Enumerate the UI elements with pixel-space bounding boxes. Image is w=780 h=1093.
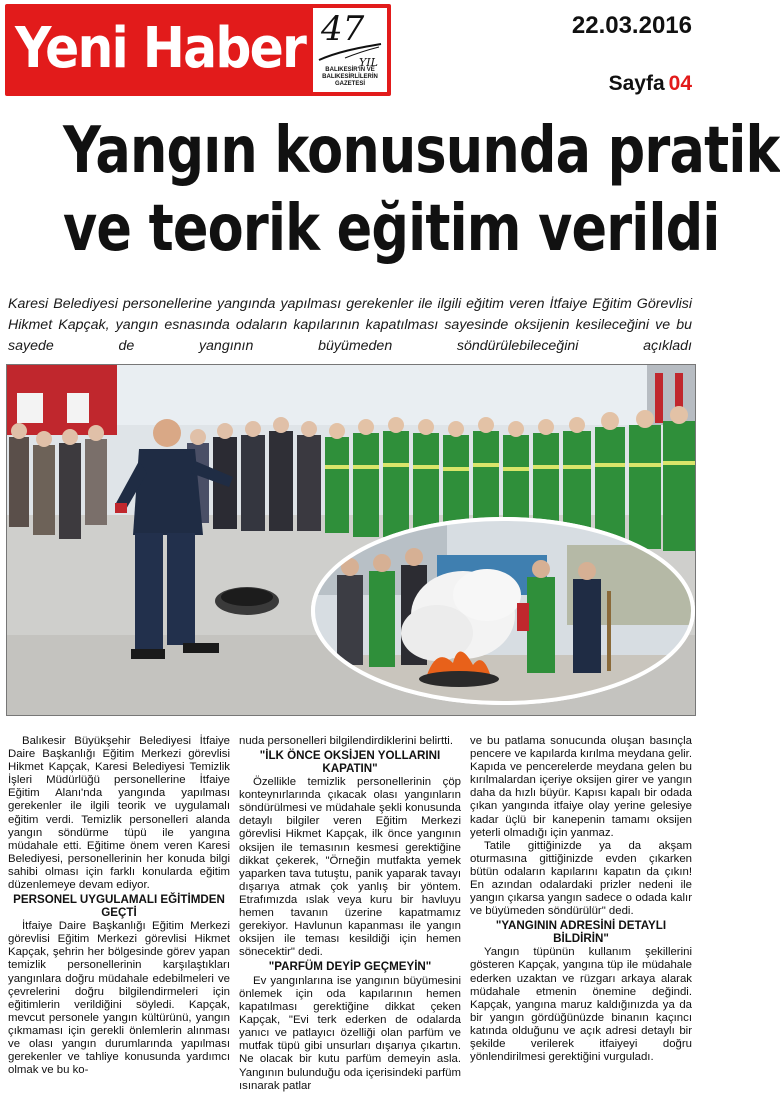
paragraph: Ev yangınlarına ise yangının büyümesini önlemek için oda kapılarının hemen kapatılması gerektiğine dikkat çeken Kapçak, "Evi terk ederken de odalarda yanıcı ve patlayıcı özelliği olan parfüm ve mutfak tüpü gibi unsurları dışarıya çıkartın. Ne olacak bir kutu parfüm demeyin asla. Yangının bulunduğu oda içerisindeki parfüm ısınarak patlar [239, 974, 461, 1092]
issue-date: 22.03.2016 [571, 12, 692, 39]
subheading: PERSONEL UYGULAMALI EĞİTİMDEN GEÇTİ [13, 893, 225, 919]
paragraph: Tatile gittiğinizde ya da akşam oturmasına gittiğinizde evden çıkarken bütün odaların kapılarını kapatın da çıkın! En azından odalardaki prizler nedeni ile yangın çıkarsa yangın sadece o odada kalır ve büyümeden söndürülür" dedi. [470, 839, 692, 918]
paragraph: Balıkesir Büyükşehir Belediyesi İtfaiye Daire Başkanlığı Eğitim Merkezi görevlisi Hikmet Kapçak, Karesi Belediyesi Temizlik İşleri Müdürlüğü personellerine İtfaiye Eğitim Alanı'nda yangında yapılması gerekenler ile ilgili teorik ve uygulamalı eğitim verdi. Temizlik personelleri alanda yangın söndürme tüpü ile yangına müdahale etti. Eğitime önem veren Karesi Belediyesi, personellerinin her konuda bilgi sahibi olması için farklı konularda eğitim düzenlemeye devam ediyor. [8, 735, 230, 892]
anniversary-unit: YIL [359, 56, 378, 69]
paragraph: ve bu patlama sonucunda oluşan basınçla pencere ve kapılarda kırılma meydana gelir. Kapıda ve pencerelerde meydana gelen bu kırılmalardan içeriye oksijen girer ve yangın daha da hızlı büyür. Kapısı kapalı bir odada çıkan yangında itfaiye olay yerine gelesiye kadar üçlü bir kanepenin tamamı oksijen yeterli olmadığı için yanmaz. [470, 735, 692, 839]
anniversary-badge [313, 8, 387, 92]
newspaper-subtitle: BALIKESİR'İN VE BALIKESİRLİLERİN GAZETESİ [322, 67, 378, 87]
article-body [8, 735, 692, 1092]
headline-line-1: Yangın konusunda pratik [63, 114, 780, 188]
column-2 [239, 735, 461, 1092]
subheading: "PARFÜM DEYİP GEÇMEYİN" [268, 960, 432, 974]
article-photo [6, 364, 696, 716]
article-lead: Karesi Belediyesi personellerine yangında yapılması gerekenler ile ilgili eğitim veren İtfaiye Eğitim Görevlisi Hikmet Kapçak, yangın esnasında odaların kapılarının kapatılması sayesinde oksijenin kesileceğini ve bu sayede de yangının büyümeden söndürülebileceğini açıkladı [8, 296, 692, 354]
subheading: "İLK ÖNCE OKSİJEN YOLLARINI KAPATIN" [259, 749, 441, 775]
photo-illustration [7, 365, 695, 715]
column-1 [8, 735, 230, 1077]
page-label: Sayfa [608, 72, 665, 95]
page-number-value: 04 [668, 72, 692, 95]
paragraph: nuda personelleri bilgilendirdiklerini belirtti. [239, 735, 454, 747]
paragraph: Özellikle temizlik personellerinin çöp konteynırlarında çıkacak olası yangınların söndürülmesi ve müdahale şekli konusunda detaylı bilgiler veren Eğitim Merkezi görevlisi Hikmet Kapçak, ilk önce yangının oksijen ile temasının kesmesi gerektiğine dikkat çekerek, "Örneğin mutfakta yemek yaparken tava tutuştu, panik yaparak tavayı dışarıya atmak çok yanlış bir yöntem. Etrafımızda ıslak veya kuru bir havluyu hemen tavanın üzerine kapatmamız gerekiyor. Havlunun kapanması ile yangın oksijen ile teması kesildiği için hemen sönecektir" dedi. [239, 776, 461, 959]
subheading: "YANGININ ADRESİNİ DETAYLI BİLDİRİN" [495, 919, 667, 945]
article-headline [0, 112, 780, 268]
newspaper-name: Yeni Haber [15, 16, 306, 81]
column-3 [470, 735, 692, 1064]
newspaper-logo [5, 4, 391, 96]
headline-line-2: ve teorik eğitim verildi [63, 192, 720, 266]
paragraph: İtfaiye Daire Başkanlığı Eğitim Merkezi görevlisi Eğitim Merkezi görevlisi Hikmet Kapçak, şehrin her bölgesinde görev yapan temizlik personellerinin karşılaştıkları yangınlara doğru müdahale edebilmeleri ve çevrelerini doğru bilgilendirmeleri için eğitimlerin verildiğini söyledi. Kapçak, mevcut personele yangın kültürünü, yangın çıkmaması için gerekli önlemlerin alınması ve olası yangın durumlarında yapılması gerekenler ve tahliye konusunda yardımcı olmak ve bu ko- [8, 920, 230, 1077]
paragraph: Yangın tüpünün kullanım şekillerini gösteren Kapçak, yangına tüp ile müdahale ederken uzaktan ve rüzgarı arkaya alarak müdahale etmenin önemine değindi. Kapçak, yangına maruz kaldığınızda ya da bir yangın gördüğünüzde binanın kaçıncı katında olduğunu ve açık adresi detaylı bir şekilde verilerek itfaiyeyi doğru yönlendirilmesi gerektiğini vurguladı. [470, 946, 692, 1064]
anniversary-number: 47 [321, 9, 365, 49]
page-number [609, 72, 692, 96]
